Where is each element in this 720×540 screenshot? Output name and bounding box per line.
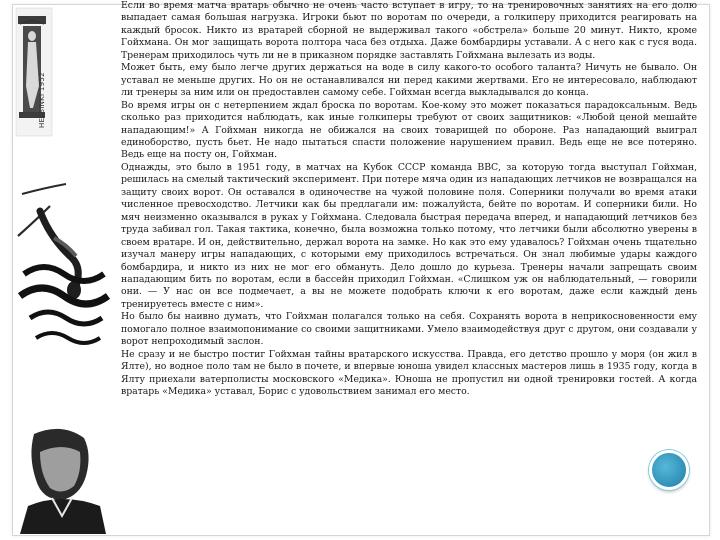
diver-image (18, 184, 81, 299)
paragraph: Не сразу и не быстро постиг Гойхман тайны вратарского искусства. Правда, его детство прошло у моря (он жил в Ялте), но водное поло там не было в почете, и впервые юноша увидел классных мастеров лишь в 1935 году, когда в Ялту приехали ватерполисты московского «Медика». Юноша не пропустил ни одной тренировки гостей. А когда вратарь «Медика» уставал, Борис с удовольствием занимал его место. (121, 348, 697, 398)
sidebar-illustrations-svg (14, 6, 122, 534)
waves-image (20, 267, 108, 343)
decorative-circle (649, 450, 689, 490)
sidebar-illustrations (14, 6, 122, 534)
paragraph: Но было бы наивно думать, что Гойхман полагался только на себя. Сохранять ворота в неприкосновенности ему помогало полное взаимопонимание со своими защитниками. Умело взаимодействуя друг с другом, они создавали у ворот непроходимый заслон. (121, 311, 697, 348)
olympic-poster-image (16, 8, 52, 136)
paragraph: Во время игры он с нетерпением ждал броска по воротам. Кое-кому это может показаться парадоксальным. Ведь сколько раз приходится наблюдать, как иные голкиперы требуют от своих защитников: «Любой ценой мешайте нападающим!» А Гойхман никогда не обижался на своих товарищей по обороне. Раз нападающий выиграл единоборство, пусть бьет. Не надо пытаться спасти положение нарушением правил. Ведь еще не все потеряно. Ведь еще на посту он, Гойхман. (121, 99, 697, 161)
paragraph: Если во время матча вратарь обычно не очень часто вступает в игру, то на тренировочных занятиях на его долю выпадает самая большая нагрузка. Игроки бьют по воротам по очереди, а голкиперу приходится реагировать на каждый бросок. Никто из вратарей сборной не выдерживал такого «обстрела» больше 20 минут. Никто, кроме Гойхмана. Он мог защищать ворота полтора часа без отдыха. Даже бомбардиры уставали. А с него как с гуся вода. Тренерам приходилось чуть ли не в приказном порядке заставлять Гойхмана вылезать из воды. (121, 0, 697, 61)
article-text (121, 0, 697, 399)
poster-label: HELSINKI 1952 (38, 72, 46, 128)
portrait-image (16, 426, 120, 534)
paragraph: Может быть, ему было легче других держаться на воде в силу какого-то особого таланта? Ничуть не бывало. Он уставал не меньше других. Но он не останавливался ни перед какими жертвами. Его не интересовало, наблюдают ли тренеры за ним или он предоставлен самому себе. Гойхман всегда выкладывался до конца. (121, 62, 697, 99)
paragraph: Однажды, это было в 1951 году, в матчах на Кубок СССР команда ВВС, за которую тогда выступал Гойхман, решилась на смелый тактический эксперимент. При потере мяча один из нападающих летчиков не возвращался на защиту своих ворот. Он оставался в одиночестве на чужой половине поля. Соперники получали во время атаки численное превосходство. Летчики как бы предлагали им: пожалуйста, бейте по воротам. И соперники били. Но мяч неизменно оказывался в руках у Гойхмана. Следовала быстрая передача вперед, и нападающий летчиков без труда забивал гол. Такая тактика, конечно, была возможна только потому, что летчики были абсолютно уверены в своем вратаре. И он, действительно, держал ворота на замке. Но как это ему удавалось? Гойхман очень тщательно изучал манеру игры нападающих, с которыми ему приходилось встречаться. Он знал любимые удары каждого бомбардира, и никто из них не мог его обмануть. Дело дошло до курьеза. Тренеры начали запрещать своим нападающим бить по воротам, если в бассейн приходил Гойхман. «Слишком уж он наблюдательный, — говорили они. — У нас он все подмечает, а вы не можете подобрать ключи к его воротам, даже если каждый день тренируетесь вместе с ним». (121, 161, 697, 310)
